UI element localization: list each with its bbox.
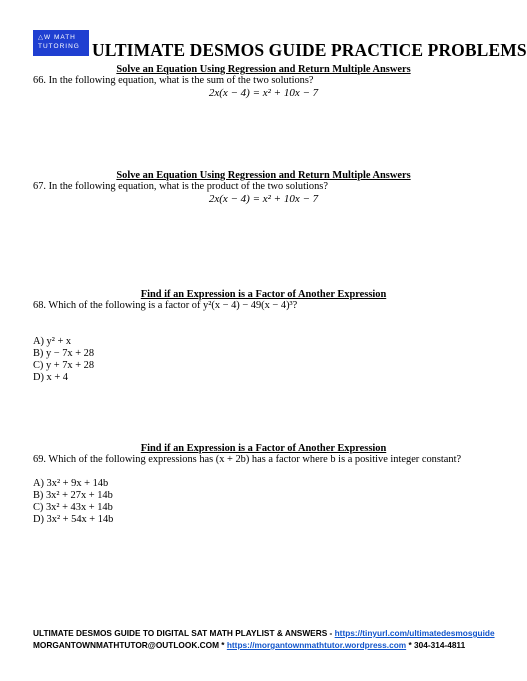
section-heading-67: Solve an Equation Using Regression and Return Multiple Answers <box>116 170 411 181</box>
choice-68-b: B) y − 7x + 28 <box>33 348 95 359</box>
choice-68-c: C) y + 7x + 28 <box>33 360 95 371</box>
choice-69-d: D) 3x² + 54x + 14b <box>33 514 114 525</box>
logo-line2: TUTORING <box>38 43 80 50</box>
choice-69-c: C) 3x² + 43x + 14b <box>33 502 113 513</box>
section-heading-66: Solve an Equation Using Regression and Return Multiple Answers <box>116 64 411 75</box>
footer-phone: * 304-314-4811 <box>406 640 466 650</box>
question-69: 69. Which of the following expressions has (x + 2b) has a factor where b is a positive integer constant? <box>33 454 462 465</box>
question-67: 67. In the following equation, what is the product of the two solutions? <box>33 181 328 192</box>
footer-email: MORGANTOWNMATHTUTOR@OUTLOOK.COM * <box>33 640 227 650</box>
choice-69-b: B) 3x² + 27x + 14b <box>33 490 113 501</box>
footer-line2 <box>33 640 465 650</box>
section-heading-68: Find if an Expression is a Factor of Another Expression <box>140 289 387 300</box>
logo-line1: △W MATH <box>38 34 76 41</box>
website-link[interactable]: https://morgantownmathtutor.wordpress.com <box>226 640 407 650</box>
question-66: 66. In the following equation, what is the sum of the two solutions? <box>33 75 314 86</box>
footer-playlist-text: ULTIMATE DESMOS GUIDE TO DIGITAL SAT MATH PLAYLIST & ANSWERS - <box>33 628 335 638</box>
footer-line1 <box>33 628 495 638</box>
question-68: 68. Which of the following is a factor of y²(x − 4) − 49(x − 4)³? <box>33 300 298 311</box>
playlist-link[interactable]: https://tinyurl.com/ultimatedesmosguide <box>334 628 495 638</box>
choice-69-a: A) 3x² + 9x + 14b <box>33 478 109 489</box>
choice-68-a: A) y² + x <box>33 336 72 347</box>
section-heading-69: Find if an Expression is a Factor of Another Expression <box>140 443 387 454</box>
equation-67: 2x(x − 4) = x² + 10x − 7 <box>208 193 319 205</box>
logo <box>33 30 89 56</box>
equation-66: 2x(x − 4) = x² + 10x − 7 <box>208 87 319 99</box>
choice-68-d: D) x + 4 <box>33 372 69 383</box>
page-title: ULTIMATE DESMOS GUIDE PRACTICE PROBLEMS <box>92 40 527 60</box>
